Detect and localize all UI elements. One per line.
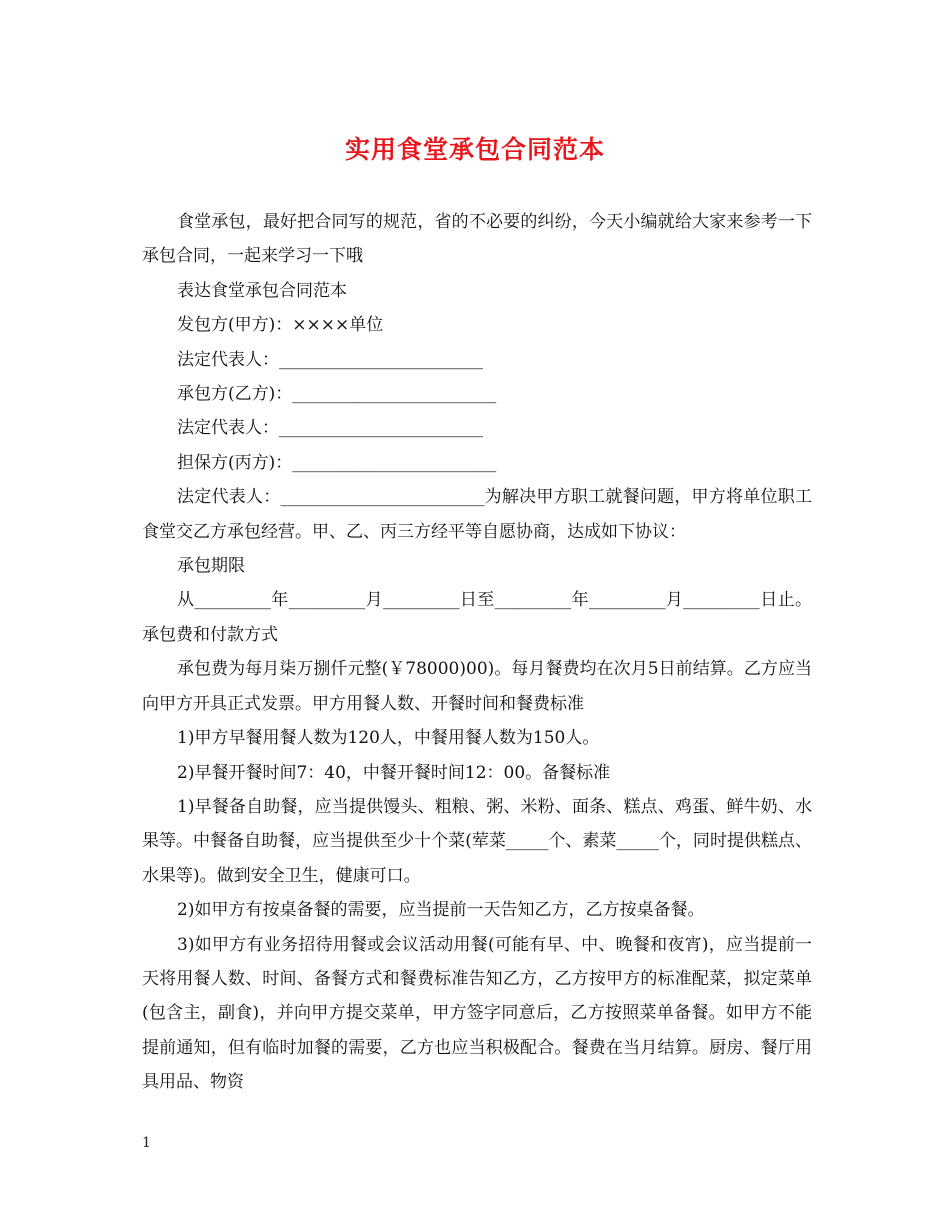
document-body xyxy=(142,205,812,1100)
paragraph-party-a-rep: 法定代表人：________________________ xyxy=(177,349,483,370)
paragraph-party-b-rep: 法定代表人：________________________ xyxy=(177,418,483,439)
paragraph-business-meals: 3)如甲方有业务招待用餐或会议活动用餐(可能有早、中、晚餐和夜宵)，应当提前一天将用餐人数、时间、备餐方式和餐费标准告知乙方，乙方按甲方的标准配菜，拟定菜单(包含主，副食)，并向甲方提交菜单，甲方签字同意后，乙方按照菜单备餐。如甲方不能提前通知，但有临时加餐的需要，乙方也应当积极配合。餐费在当月结算。厨房、餐厅用具用品、物资 xyxy=(142,934,812,1093)
paragraph-party-a: 发包方(甲方)：××××单位 xyxy=(177,315,384,336)
document-title: 实用食堂承包合同范本 xyxy=(344,135,605,164)
page-number: 1 xyxy=(142,1135,151,1151)
paragraph-intro: 食堂承包，最好把合同写的规范，省的不必要的纠纷，今天小编就给大家来参考一下承包合同，一起来学习一下哦 xyxy=(142,212,812,267)
paragraph-meal-times: 2)早餐开餐时间7：40，中餐开餐时间12：00。备餐标准 xyxy=(177,762,611,783)
paragraph-headcount: 1)甲方早餐用餐人数为120人，中餐用餐人数为150人。 xyxy=(177,728,600,749)
paragraph-party-c-rep: 法定代表人：________________________为解决甲方职工就餐问题，甲方将单位职工食堂交乙方承包经营。甲、乙、丙三方经平等自愿协商，达成如下协议： xyxy=(142,487,812,542)
paragraph-party-b: 承包方(乙方)：________________________ xyxy=(177,384,497,405)
paragraph-table-service: 2)如甲方有按桌备餐的需要，应当提前一天告知乙方，乙方按桌备餐。 xyxy=(177,900,705,921)
paragraph-term-heading: 承包期限 xyxy=(177,556,245,577)
paragraph-term-dates: 从_________年_________月_________日至_________年_________月_________日止。承包费和付款方式 xyxy=(142,590,812,645)
paragraph-subtitle: 表达食堂承包合同范本 xyxy=(177,280,347,301)
paragraph-buffet: 1)早餐备自助餐，应当提供馒头、粗粮、粥、米粉、面条、糕点、鸡蛋、鲜牛奶、水果等。中餐备自助餐，应当提供至少十个菜(荤菜_____个、素菜_____个，同时提供糕点、水果等)。做到安全卫生，健康可口。 xyxy=(142,796,812,886)
paragraph-fee: 承包费为每月柒万捌仟元整(￥78000)00)。每月餐费均在次月5日前结算。乙方应当向甲方开具正式发票。甲方用餐人数、开餐时间和餐费标准 xyxy=(142,659,812,714)
paragraph-party-c: 担保方(丙方)：________________________ xyxy=(177,452,497,473)
